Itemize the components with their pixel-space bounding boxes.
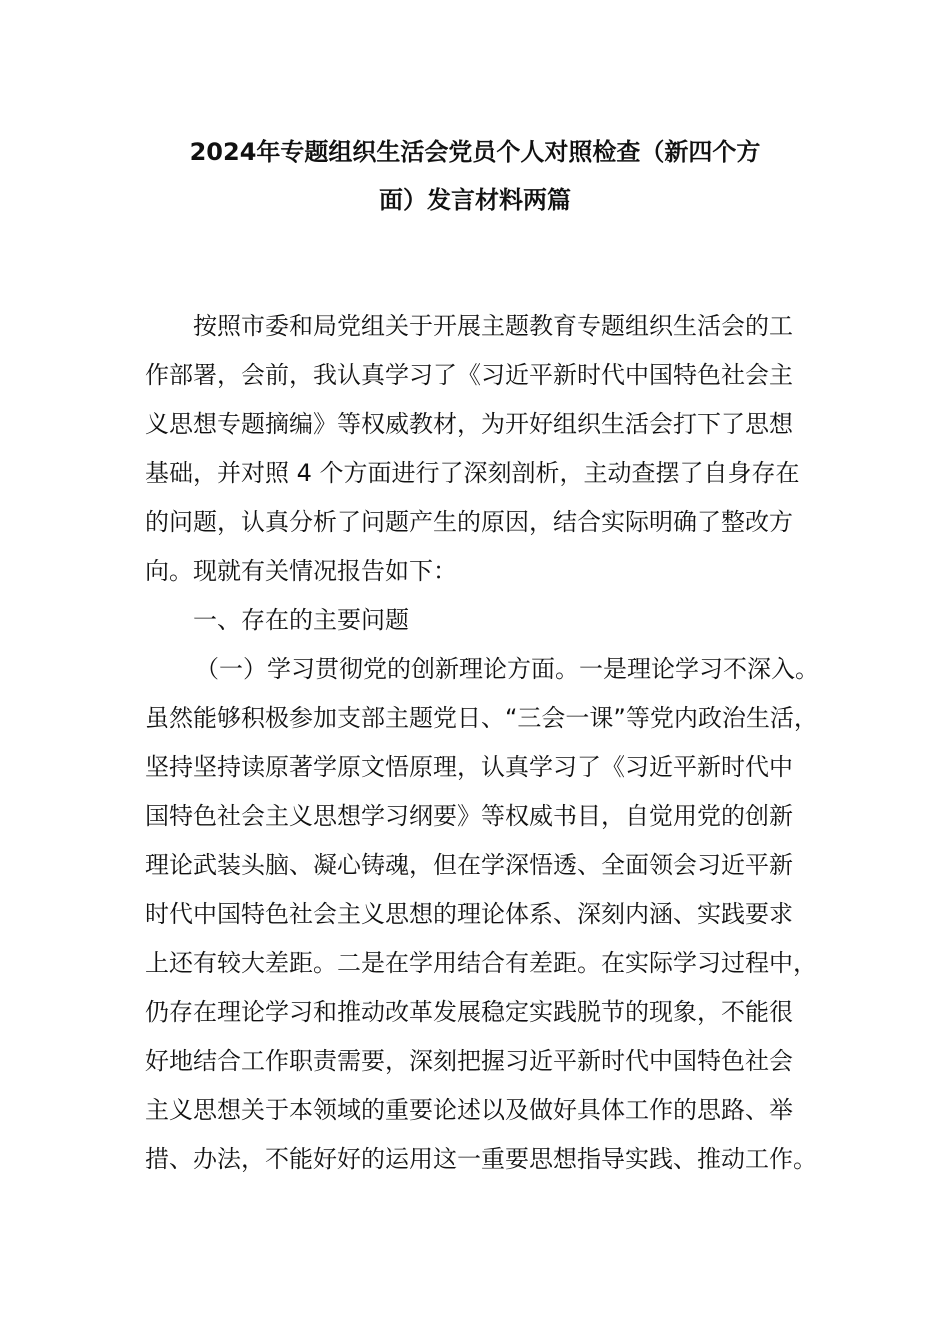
document-title-line-2: 面）发言材料两篇 <box>379 186 571 214</box>
paragraph-line: 作部署，会前，我认真学习了《习近平新时代中国特色社会主 <box>145 361 793 389</box>
paragraph-line: 向。现就有关情况报告如下： <box>145 557 457 585</box>
paragraph-line: 坚持坚持读原著学原文悟原理，认真学习了《习近平新时代中 <box>145 753 793 781</box>
paragraph-line: 措、办法，不能好好的运用这一重要思想指导实践、推动工作。 <box>145 1145 817 1173</box>
paragraph-line: 仍存在理论学习和推动改革发展稳定实践脱节的现象，不能很 <box>145 998 793 1026</box>
paragraph-line: 主义思想关于本领域的重要论述以及做好具体工作的思路、举 <box>145 1096 793 1124</box>
paragraph-line: 义思想专题摘编》等权威教材，为开好组织生活会打下了思想 <box>145 410 793 438</box>
document-title-line-1: 2024年专题组织生活会党员个人对照检查（新四个方 <box>189 138 761 166</box>
paragraph-line: 理论武装头脑、凝心铸魂，但在学深悟透、全面领会习近平新 <box>145 851 793 879</box>
paragraph-line: 上还有较大差距。二是在学用结合有差距。在实际学习过程中， <box>145 949 817 977</box>
paragraph-line: 的问题，认真分析了问题产生的原因，结合实际明确了整改方 <box>145 508 793 536</box>
paragraph-line: 好地结合工作职责需要，深刻把握习近平新时代中国特色社会 <box>145 1047 793 1075</box>
paragraph-line: 国特色社会主义思想学习纲要》等权威书目，自觉用党的创新 <box>145 802 793 830</box>
paragraph-line: 虽然能够积极参加支部主题党日、“三会一课”等党内政治生活， <box>145 704 818 732</box>
paragraph-line: 时代中国特色社会主义思想的理论体系、深刻内涵、实践要求 <box>145 900 793 928</box>
section-heading: 一、存在的主要问题 <box>193 606 409 634</box>
paragraph-line: 按照市委和局党组关于开展主题教育专题组织生活会的工 <box>193 312 793 340</box>
paragraph-line: 基础，并对照 4 个方面进行了深刻剖析，主动查摆了自身存在 <box>145 459 800 487</box>
paragraph-line: （一）学习贯彻党的创新理论方面。一是理论学习不深入。 <box>195 655 819 683</box>
